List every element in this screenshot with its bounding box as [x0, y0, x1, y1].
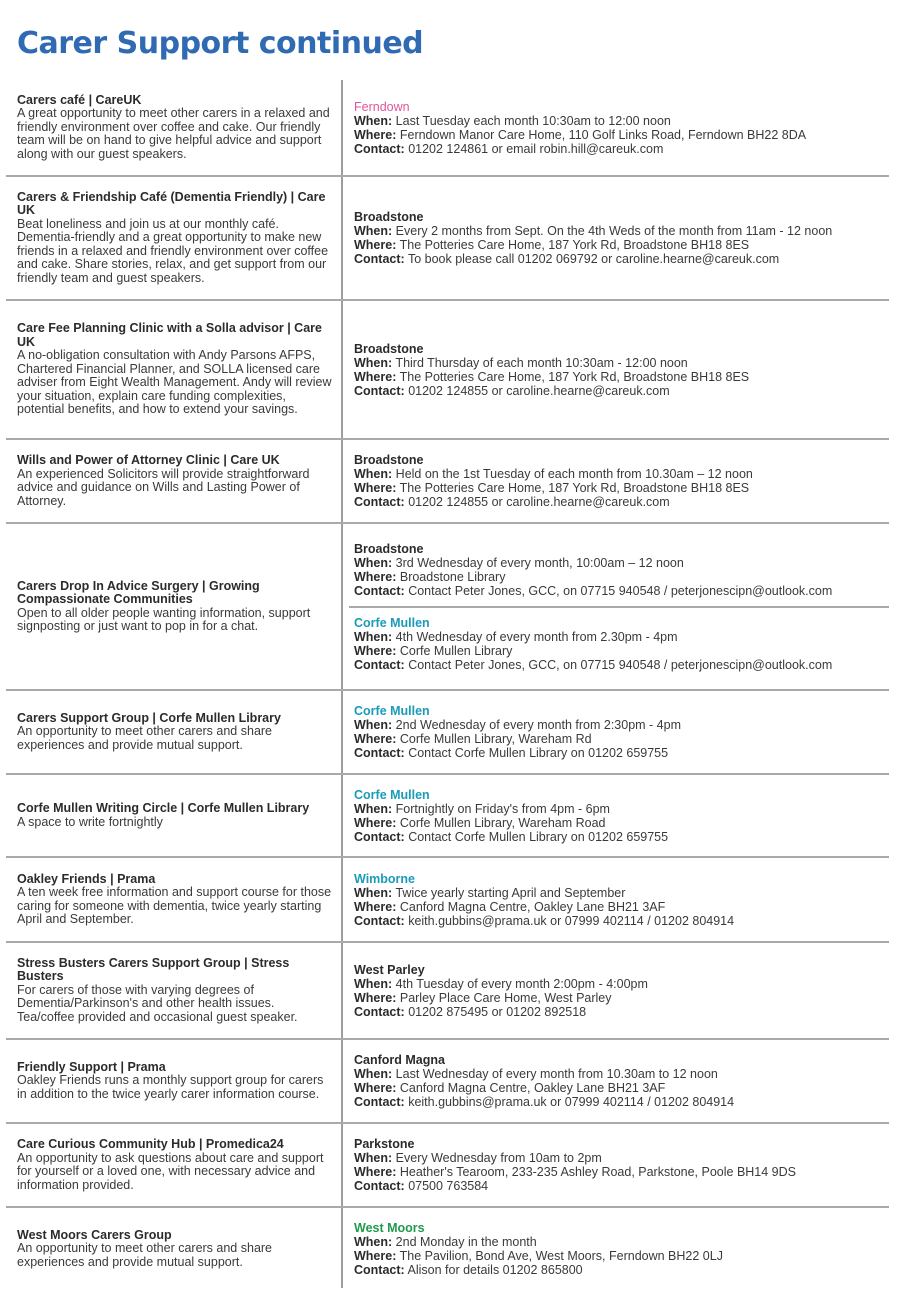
where-value: Corfe Mullen Library, Wareham Road — [399, 815, 606, 830]
contact-value: Alison for details 01202 865800 — [407, 1263, 583, 1277]
contact-label: Contact: — [354, 383, 405, 398]
when-line — [354, 224, 889, 238]
where-line — [354, 1165, 889, 1179]
service-info — [17, 943, 335, 1038]
service-details — [354, 775, 889, 856]
service-details — [354, 80, 889, 175]
contact-line — [354, 1005, 889, 1019]
contact-label: Contact: — [354, 495, 405, 509]
table-row — [6, 943, 889, 1040]
where-line — [354, 570, 889, 584]
when-value: Fortnightly on Friday's from 4pm - 6pm — [395, 801, 610, 816]
contact-label: Contact: — [354, 913, 405, 928]
table-row — [6, 301, 889, 440]
when-line — [354, 556, 889, 570]
page-title: Carer Support continued — [17, 26, 424, 61]
service-info — [17, 1124, 335, 1206]
where-line — [354, 900, 889, 914]
when-value: Third Thursday of each month 10:30am - 12:00 noon — [395, 355, 688, 370]
when-label: When: — [354, 1235, 393, 1249]
sub-entry — [354, 616, 889, 672]
where-label: Where: — [354, 127, 397, 142]
service-name: Corfe Mullen Writing Circle | Corfe Mullen Library — [17, 801, 310, 815]
service-description: For carers of those with varying degrees of Dementia/Parkinson's and other health issues. Tea/coffee provided and occasional guest speaker. — [17, 982, 298, 1024]
contact-line — [354, 384, 889, 398]
location-name: Broadstone — [354, 541, 424, 556]
location-name: Ferndown — [354, 99, 410, 114]
service-info — [17, 177, 335, 299]
service-info — [17, 440, 335, 522]
service-info — [17, 1040, 335, 1122]
where-value: The Potteries Care Home, 187 York Rd, Broadstone BH18 8ES — [399, 369, 750, 384]
when-label: When: — [354, 113, 393, 128]
contact-label: Contact: — [354, 746, 405, 760]
table-row — [6, 1040, 889, 1124]
where-value: Corfe Mullen Library, Wareham Rd — [399, 732, 592, 746]
location-name: Canford Magna — [354, 1053, 445, 1067]
when-label: When: — [354, 1067, 393, 1081]
service-details — [354, 1208, 889, 1290]
where-label: Where: — [354, 1249, 397, 1263]
contact-value: Contact Peter Jones, GCC, on 07715 940548 / peterjonescipn@outlook.com — [408, 583, 833, 598]
where-label: Where: — [354, 238, 397, 252]
where-value: Heather's Tearoom, 233-235 Ashley Road, Parkstone, Poole BH14 9DS — [399, 1165, 796, 1179]
sub-entry — [349, 542, 889, 608]
when-label: When: — [354, 467, 393, 481]
contact-value: 01202 124855 or caroline.hearne@careuk.com — [408, 495, 670, 509]
service-description: A great opportunity to meet other carers in a relaxed and friendly environment over coffee and cake. Our friendly team will be on hand to give helpful advice and support along with our guest speakers. — [17, 106, 330, 161]
service-name: Friendly Support | Prama — [17, 1059, 166, 1074]
service-name: Oakley Friends | Prama — [17, 871, 156, 886]
service-details — [354, 301, 889, 438]
when-line — [354, 356, 889, 370]
contact-label: Contact: — [354, 1263, 405, 1277]
where-line — [354, 644, 889, 658]
service-description: Open to all older people wanting information, support signposting or just want to pop in for a chat. — [17, 605, 311, 633]
contact-value: 07500 763584 — [408, 1179, 489, 1193]
when-value: 2nd Monday in the month — [395, 1235, 537, 1249]
where-line — [354, 370, 889, 384]
table-row — [6, 858, 889, 943]
where-label: Where: — [354, 369, 397, 384]
contact-label: Contact: — [354, 829, 405, 844]
contact-label: Contact: — [354, 1095, 405, 1109]
when-line — [354, 114, 889, 128]
service-info — [17, 524, 335, 689]
where-value: Canford Magna Centre, Oakley Lane BH21 3AF — [399, 899, 666, 914]
when-label: When: — [354, 885, 393, 900]
table-row — [6, 524, 889, 691]
where-label: Where: — [354, 899, 397, 914]
service-details — [354, 440, 889, 522]
when-value: 4th Wednesday of every month from 2.30pm - 4pm — [395, 629, 678, 644]
contact-value: Contact Corfe Mullen Library on 01202 659755 — [408, 829, 669, 844]
location-name: Broadstone — [354, 341, 424, 356]
contact-line — [354, 658, 889, 672]
when-label: When: — [354, 629, 393, 644]
location-name: Broadstone — [354, 453, 424, 467]
contact-line — [354, 746, 889, 760]
when-value: 2nd Wednesday of every month from 2:30pm - 4pm — [395, 718, 681, 732]
table-row — [6, 775, 889, 858]
location-name: Broadstone — [354, 210, 424, 224]
where-value: Corfe Mullen Library — [399, 643, 513, 658]
when-line — [354, 718, 889, 732]
contact-value: Contact Corfe Mullen Library on 01202 659755 — [408, 746, 669, 760]
when-line — [354, 1235, 889, 1249]
service-name: Care Fee Planning Clinic with a Solla advisor | Care UK — [17, 321, 322, 349]
table-row — [6, 691, 889, 775]
service-name: Wills and Power of Attorney Clinic | Care UK — [17, 453, 280, 467]
service-description: A space to write fortnightly — [17, 814, 163, 829]
where-label: Where: — [354, 815, 397, 830]
service-details — [354, 858, 889, 941]
service-details — [354, 943, 889, 1038]
service-name: West Moors Carers Group — [17, 1227, 172, 1242]
service-name: Stress Busters Carers Support Group | Stress Busters — [17, 955, 290, 984]
service-info — [17, 1208, 335, 1290]
where-label: Where: — [354, 990, 397, 1005]
contact-label: Contact: — [354, 1179, 405, 1193]
location-name: Parkstone — [354, 1137, 415, 1151]
when-line — [354, 977, 889, 991]
contact-line — [354, 584, 889, 598]
contact-value: keith.gubbins@prama.uk or 07999 402114 / 01202 804914 — [408, 1095, 735, 1109]
table-row — [6, 80, 889, 177]
location-name: West Parley — [354, 962, 425, 977]
contact-value: keith.gubbins@prama.uk or 07999 402114 / 01202 804914 — [408, 913, 735, 928]
table-row — [6, 177, 889, 301]
where-line — [354, 481, 889, 495]
when-label: When: — [354, 1151, 393, 1165]
service-details — [354, 177, 889, 299]
where-value: The Potteries Care Home, 187 York Rd, Broadstone BH18 8ES — [399, 481, 750, 495]
when-line — [354, 630, 889, 644]
contact-value: 01202 124855 or caroline.hearne@careuk.com — [408, 383, 670, 398]
table-row — [6, 1124, 889, 1208]
location-name: West Moors — [354, 1221, 425, 1235]
when-line — [354, 1067, 889, 1081]
service-description: An opportunity to meet other carers and share experiences and provide mutual support. — [17, 724, 273, 752]
where-line — [354, 991, 889, 1005]
contact-label: Contact: — [354, 657, 405, 672]
service-description: An opportunity to ask questions about care and support for yourself or a loved one, with necessary advice and information provided. — [17, 1150, 324, 1192]
service-info — [17, 775, 335, 856]
when-value: 4th Tuesday of every month 2:00pm - 4:00pm — [395, 976, 648, 991]
contact-label: Contact: — [354, 1004, 405, 1019]
where-label: Where: — [354, 643, 397, 658]
location-name: Corfe Mullen — [354, 615, 430, 630]
contact-line — [354, 142, 889, 156]
service-details — [354, 1124, 889, 1206]
when-line — [354, 886, 889, 900]
service-name: Carers & Friendship Café (Dementia Friendly) | Care UK — [17, 189, 326, 218]
service-info — [17, 301, 335, 438]
when-value: Last Tuesday each month 10:30am to 12:00 noon — [395, 113, 671, 128]
where-line — [354, 238, 889, 252]
contact-label: Contact: — [354, 252, 405, 266]
service-description: A ten week free information and support course for those caring for someone with dementia, twice yearly starting April and September. — [17, 885, 332, 926]
service-details — [354, 1040, 889, 1122]
service-description: An experienced Solicitors will provide straightforward advice and guidance on Wills and Lasting Power of Attorney. — [17, 466, 310, 508]
where-line — [354, 128, 889, 142]
service-name: Carers Drop In Advice Surgery | Growing Compassionate Communities — [17, 578, 260, 606]
contact-label: Contact: — [354, 583, 405, 598]
service-description: An opportunity to meet other carers and share experiences and provide mutual support. — [17, 1241, 273, 1269]
contact-value: 01202 124861 or email robin.hill@careuk.com — [408, 141, 664, 156]
service-description: A no-obligation consultation with Andy Parsons AFPS, Chartered Financial Planner, and SOLLA licensed care adviser from Eight Wealth Management. Andy will review your situation, explain care funding complexities, potential benefits, and how to extend your savings. — [17, 348, 332, 417]
where-label: Where: — [354, 732, 397, 746]
when-label: When: — [354, 976, 393, 991]
when-label: When: — [354, 224, 393, 238]
where-value: The Potteries Care Home, 187 York Rd, Broadstone BH18 8ES — [399, 238, 750, 252]
where-label: Where: — [354, 1081, 397, 1095]
service-info — [17, 691, 335, 773]
when-value: 3rd Wednesday of every month, 10:00am – 12 noon — [395, 555, 684, 570]
where-value: Ferndown Manor Care Home, 110 Golf Links Road, Ferndown BH22 8DA — [399, 127, 807, 142]
where-value: Broadstone Library — [399, 569, 506, 584]
location-name: Corfe Mullen — [354, 787, 430, 802]
when-value: Every 2 months from Sept. On the 4th Weds of the month from 11am - 12 noon — [395, 224, 833, 238]
when-line — [354, 802, 889, 816]
service-details — [354, 524, 889, 689]
service-info — [17, 858, 335, 941]
table-row — [6, 1208, 889, 1290]
contact-line — [354, 495, 889, 509]
service-description: Beat loneliness and join us at our monthly café. Dementia-friendly and a great opportunity to make new friends in a relaxed and friendly environment over coffee and cake. Share stories, relax, and get support from our friendly team and guest speakers. — [17, 216, 329, 285]
service-name: Care Curious Community Hub | Promedica24 — [17, 1137, 284, 1151]
when-label: When: — [354, 718, 393, 732]
when-value: Twice yearly starting April and September — [395, 885, 626, 900]
where-line — [354, 732, 889, 746]
where-value: Canford Magna Centre, Oakley Lane BH21 3AF — [399, 1081, 666, 1095]
when-label: When: — [354, 355, 393, 370]
where-label: Where: — [354, 569, 397, 584]
when-value: Every Wednesday from 10am to 2pm — [395, 1151, 602, 1165]
contact-line — [354, 252, 889, 266]
contact-line — [354, 1179, 889, 1193]
contact-value: To book please call 01202 069792 or caroline.hearne@careuk.com — [407, 252, 780, 266]
location-name: Wimborne — [354, 871, 415, 886]
contact-value: 01202 875495 or 01202 892518 — [408, 1004, 587, 1019]
when-value: Held on the 1st Tuesday of each month from 10.30am – 12 noon — [395, 467, 753, 481]
contact-value: Contact Peter Jones, GCC, on 07715 940548 / peterjonescipn@outlook.com — [408, 657, 833, 672]
when-line — [354, 1151, 889, 1165]
service-name: Carers café | CareUK — [17, 92, 142, 107]
service-description: Oakley Friends runs a monthly support group for carers in addition to the twice yearly carer information course. — [17, 1073, 324, 1101]
service-name: Carers Support Group | Corfe Mullen Library — [17, 710, 281, 725]
where-value: The Pavilion, Bond Ave, West Moors, Ferndown BH22 0LJ — [399, 1249, 723, 1263]
when-label: When: — [354, 801, 393, 816]
contact-line — [354, 830, 889, 844]
contact-line — [354, 1095, 889, 1109]
when-label: When: — [354, 555, 393, 570]
table-row — [6, 440, 889, 524]
contact-line — [354, 914, 889, 928]
contact-line — [354, 1263, 889, 1277]
where-value: Parley Place Care Home, West Parley — [399, 990, 612, 1005]
when-line — [354, 467, 889, 481]
where-line — [354, 1081, 889, 1095]
contact-label: Contact: — [354, 141, 405, 156]
service-details — [354, 691, 889, 773]
where-label: Where: — [354, 1165, 397, 1179]
where-line — [354, 1249, 889, 1263]
where-line — [354, 816, 889, 830]
service-info — [17, 80, 335, 175]
where-label: Where: — [354, 481, 397, 495]
when-value: Last Wednesday of every month from 10.30am to 12 noon — [395, 1067, 718, 1081]
location-name: Corfe Mullen — [354, 704, 430, 718]
